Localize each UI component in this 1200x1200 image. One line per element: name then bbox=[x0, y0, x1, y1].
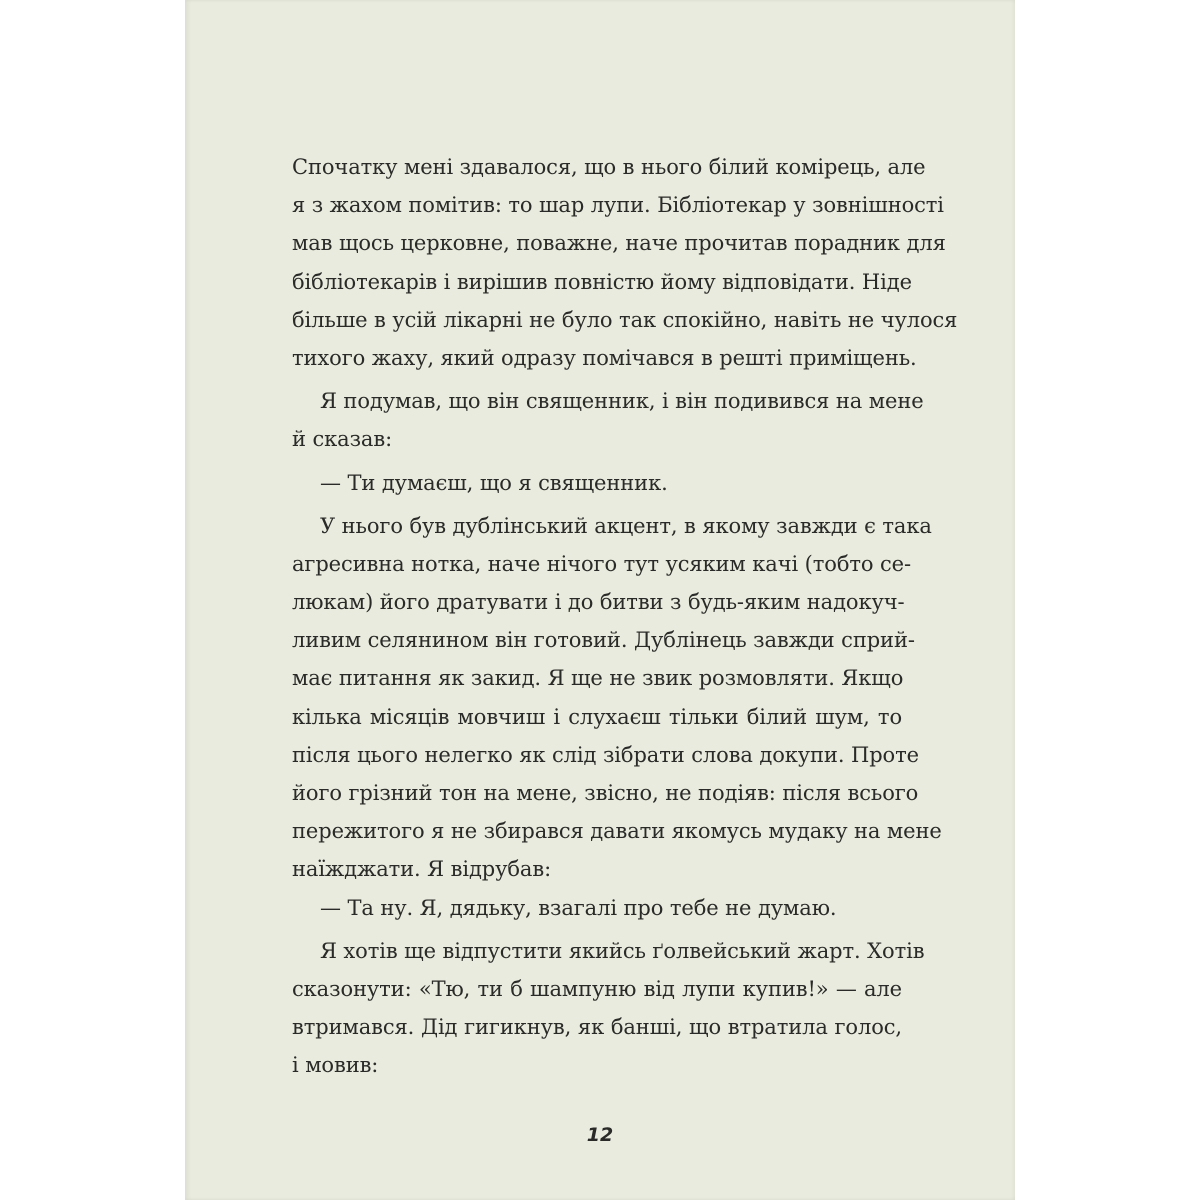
text-line: пережитого я не збирався давати якомусь мудаку на мене bbox=[292, 819, 942, 844]
text-line: його грізний тон на мене, звісно, не подіяв: після всього bbox=[292, 781, 919, 805]
paragraph bbox=[292, 889, 902, 927]
text-line: й сказав: bbox=[292, 427, 393, 452]
body-text bbox=[292, 148, 958, 1085]
text-line: мав щось церковне, поважне, наче прочитав порадник для bbox=[292, 231, 946, 256]
text-line: — Та ну. Я, дядьку, взагалі про тебе не думаю. bbox=[320, 895, 837, 920]
text-line: втримався. Дід гигикнув, як банші, що втратила голос, bbox=[292, 1015, 902, 1040]
text-line: У нього був дублінський акцент, в якому завжди є така bbox=[320, 513, 932, 538]
text-line: кілька місяців мовчиш і слухаєш тільки білий шум, то bbox=[292, 704, 902, 729]
paragraph bbox=[292, 464, 902, 502]
text-line: — Ти думаєш, що я священник. bbox=[320, 470, 668, 495]
text-line: і мовив: bbox=[292, 1053, 379, 1078]
paragraph bbox=[292, 507, 942, 889]
text-line: ливим селянином він готовий. Дублінець завжди сприй- bbox=[292, 628, 915, 653]
text-line: я з жахом помітив: то шар лупи. Бібліотекар у зовнішності bbox=[292, 193, 944, 218]
book-page bbox=[185, 0, 1015, 1200]
text-line: агресивна нотка, наче нічого тут усяким качі (тобто се- bbox=[292, 551, 911, 576]
text-line: сказонути: «Тю, ти б шампуню від лупи купив!» — але bbox=[292, 976, 902, 1001]
text-line: Спочатку мені здавалося, що в нього білий комірець, але bbox=[292, 155, 926, 179]
text-line: тихого жаху, який одразу помічався в решті приміщень. bbox=[292, 345, 917, 370]
text-line: має питання як закид. Я ще не звик розмовляти. Якщо bbox=[292, 666, 904, 691]
paragraph bbox=[292, 148, 958, 377]
text-line: Я подумав, що він священник, і він подивився на мене bbox=[320, 389, 924, 414]
text-line: після цього нелегко як слід зібрати слова докупи. Проте bbox=[292, 742, 919, 767]
text-line: люкам) його дратувати і до битви з будь-яким надокуч- bbox=[292, 590, 905, 615]
page-number: 12 bbox=[586, 1124, 614, 1146]
text-line: бібліотекарів і вирішив повністю йому відповідати. Ніде bbox=[292, 269, 912, 294]
paragraph bbox=[292, 932, 925, 1085]
text-line: Я хотів ще відпустити якийсь ґолвейський жарт. Хотів bbox=[320, 938, 925, 963]
text-line: більше в усій лікарні не було так спокійно, навіть не чулося bbox=[292, 307, 958, 332]
text-line: наїжджати. Я відрубав: bbox=[292, 857, 552, 882]
paragraph bbox=[292, 382, 924, 458]
